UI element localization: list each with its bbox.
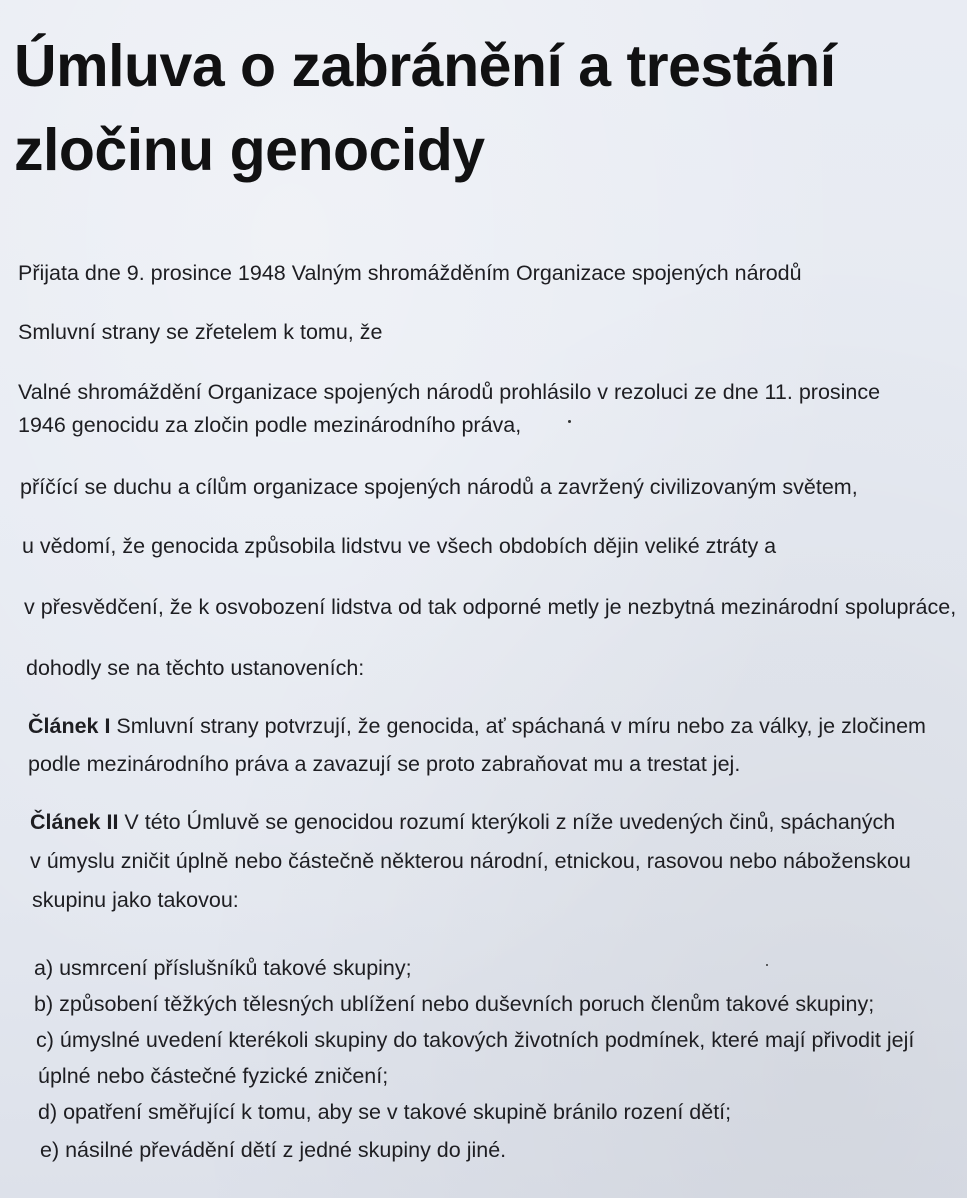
paper-speck [568, 420, 571, 423]
list-item-c-line-1: c) úmyslné uvedení kterékoli skupiny do takových životních podmínek, které mají přivodit její [36, 1028, 915, 1052]
list-item-e: e) násilné převádění dětí z jedné skupiny do jiné. [40, 1138, 507, 1162]
article-2-line-3: skupinu jako takovou: [32, 888, 239, 912]
article-1-heading: Článek I [28, 714, 111, 738]
article-2-heading: Článek II [30, 810, 119, 834]
article-2-line-1 [30, 808, 895, 836]
title-line-1: Úmluva o zabránění a trestání [14, 33, 836, 99]
list-item-b: b) způsobení těžkých tělesných ublížení nebo duševních poruch členům takové skupiny; [34, 992, 875, 1016]
preamble-paragraph-5: dohodly se na těchto ustanoveních: [26, 656, 365, 680]
preamble-paragraph-3: u vědomí, že genocida způsobila lidstvu ve všech obdobích dějin veliké ztráty a [22, 534, 777, 558]
list-item-a: a) usmrcení příslušníků takové skupiny; [34, 956, 412, 980]
title-line-2: zločinu genocidy [14, 117, 485, 183]
adoption-note: Přijata dne 9. prosince 1948 Valným shromážděním Organizace spojených národů [18, 261, 802, 285]
article-1-line-2: podle mezinárodního práva a zavazují se proto zabraňovat mu a trestat jej. [28, 752, 741, 776]
paper-speck [766, 964, 768, 966]
preamble-paragraph-2: příčící se duchu a cílům organizace spojených národů a zavržený civilizovaným světem, [20, 475, 858, 499]
preamble-paragraph-4: v přesvědčení, že k osvobození lidstva od tak odporné metly je nezbytná mezinárodní spolupráce, [24, 595, 957, 619]
document-title [14, 24, 954, 192]
article-2-line-2: v úmyslu zničit úplně nebo částečně některou národní, etnickou, rasovou nebo náboženskou [30, 849, 911, 873]
article-1-line-1 [28, 712, 926, 740]
article-2-text: V této Úmluvě se genocidou rozumí kterýkoli z níže uvedených činů, spáchaných [118, 810, 896, 834]
article-1-text: Smluvní strany potvrzují, že genocida, ať spáchaná v míru nebo za války, je zločinem [110, 714, 926, 738]
preamble-paragraph-1-line-2: 1946 genocidu za zločin podle mezinárodního práva, [18, 413, 522, 437]
preamble-intro: Smluvní strany se zřetelem k tomu, že [18, 320, 383, 344]
list-item-d: d) opatření směřující k tomu, aby se v takové skupině bránilo rození dětí; [38, 1100, 732, 1124]
preamble-paragraph-1-line-1: Valné shromáždění Organizace spojených národů prohlásilo v rezoluci ze dne 11. prosince [18, 380, 881, 404]
list-item-c-line-2: úplné nebo částečné fyzické zničení; [38, 1064, 389, 1088]
